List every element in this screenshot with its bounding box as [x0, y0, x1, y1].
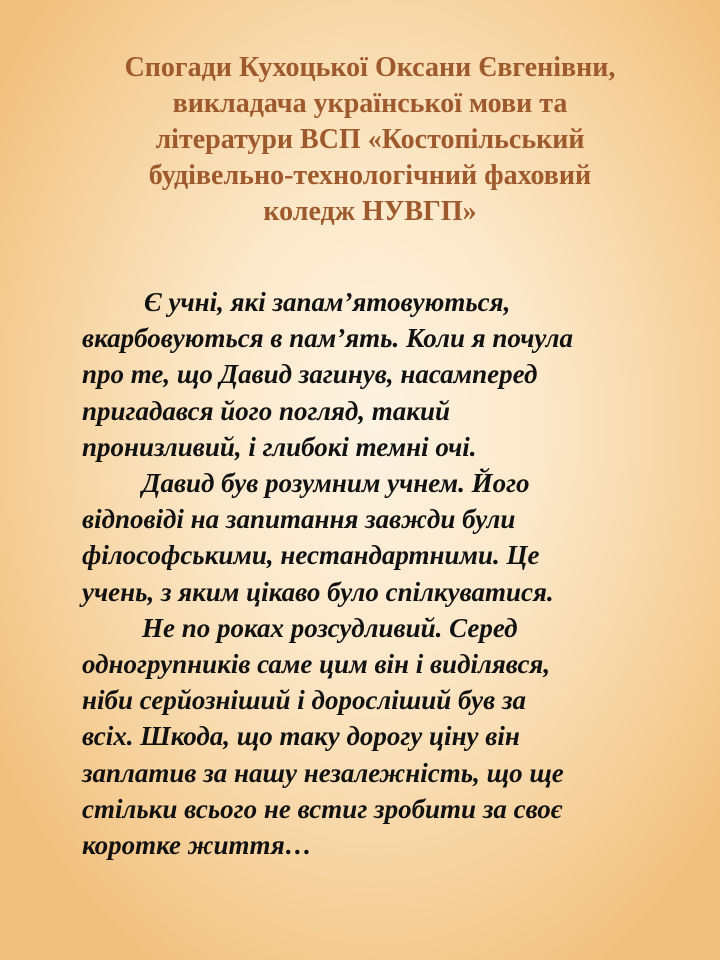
title-line: будівельно-технологічний фаховий — [148, 160, 592, 191]
text-line: пригадався його погляд, такий — [82, 395, 450, 426]
text-line: коротке життя… — [82, 830, 312, 861]
text-line: заплатив за нашу незалежність, що ще — [82, 757, 564, 788]
title-line: коледж НУВГП» — [263, 196, 477, 227]
text-line: всіх. Шкода, що таку дорогу ціну він — [82, 721, 520, 752]
title-line: викладача української мови та — [172, 88, 568, 119]
text-line: вкарбовуються в пам’ять. Коли я почула — [82, 323, 573, 354]
text-line: філософськими, нестандартними. Це — [82, 540, 540, 571]
text-line: Давид був розумним учнем. Його — [142, 468, 530, 499]
text-line: стільки всього не встиг зробити за своє — [82, 793, 563, 824]
text-line: про те, що Давид загинув, насамперед — [82, 359, 538, 390]
text-line: відповіді на запитання завжди були — [82, 504, 516, 535]
text-line: Є учні, які запам’ятовуються, — [144, 287, 511, 317]
text-line: учень, з яким цікаво було спілкуватися. — [82, 576, 554, 607]
memoir-text — [82, 284, 682, 863]
paragraph-2 — [82, 465, 682, 610]
text-line: ніби серйозніший і доросліший був за — [82, 685, 527, 716]
title-line: літератури ВСП «Костопільський — [155, 124, 585, 155]
text-line: одногрупників саме цим він і виділявся, — [82, 649, 551, 680]
slide-title — [60, 50, 680, 230]
text-line: пронизливий, і глибокі темні очі. — [82, 431, 477, 462]
paragraph-1 — [82, 284, 682, 465]
title-line: Спогади Кухоцької Оксани Євгенівни, — [124, 52, 616, 83]
text-line: Не по роках розсудливий. Серед — [142, 612, 518, 643]
paragraph-3 — [82, 610, 682, 863]
